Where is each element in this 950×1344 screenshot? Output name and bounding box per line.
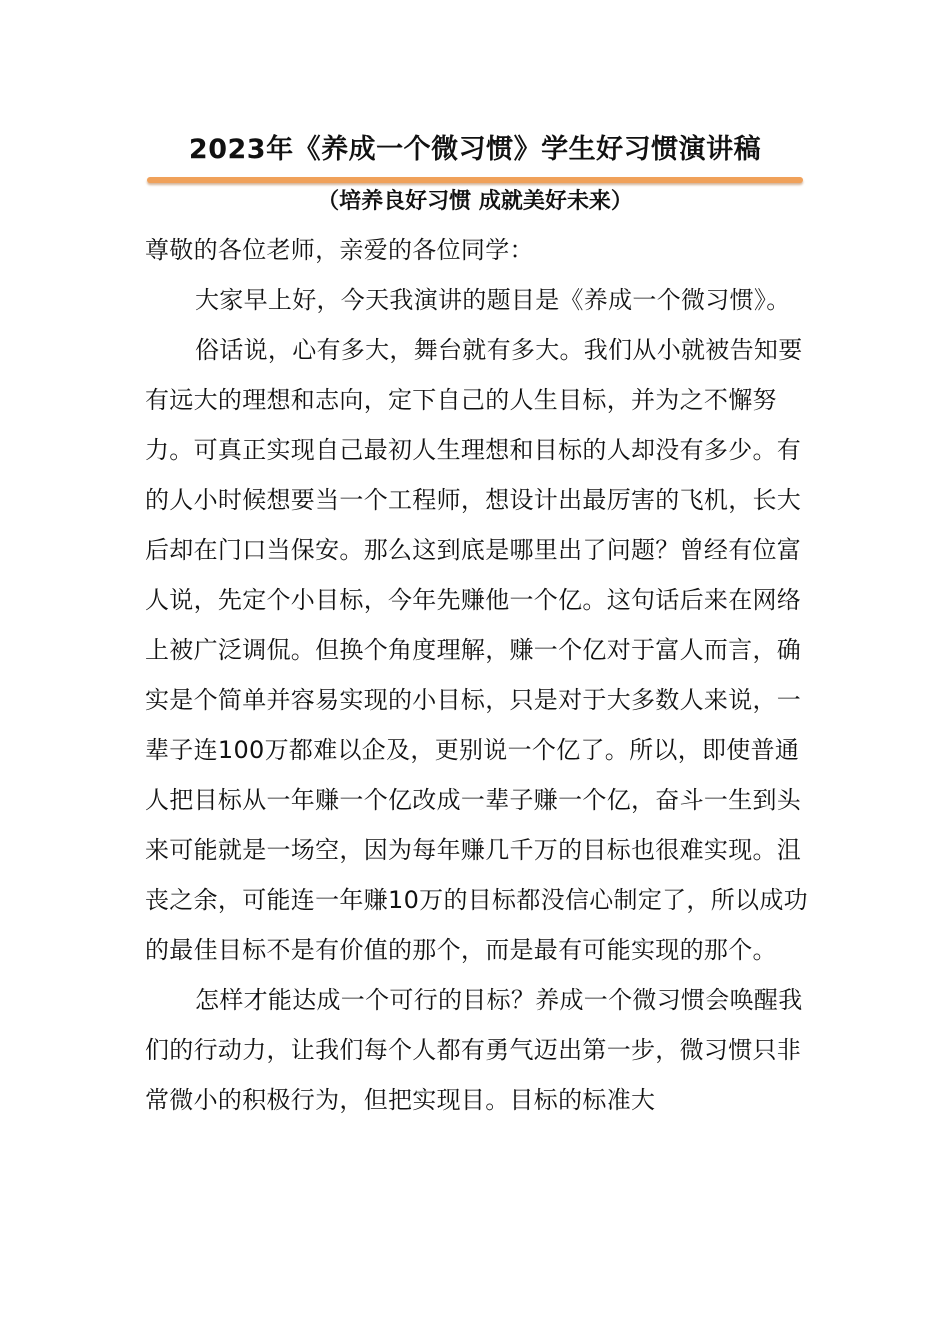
title-underline xyxy=(147,177,803,183)
paragraph: 俗话说，心有多大，舞台就有多大。我们从小就被告知要有远大的理想和志向，定下自己的人生目标，并为之不懈努力。可真正实现自己最初人生理想和目标的人却没有多少。有的人小时候想要当一个工程师，想设计出最厉害的飞机，长大后却在门口当保安。那么这到底是哪里出了问题？曾经有位富人说，先定个小目标，今年先赚他一个亿。这句话后来在网络上被广泛调侃。但换个角度理解，赚一个亿对于富人而言，确实是个简单并容易实现的小目标，只是对于大多数人来说，一辈子连100万都难以企及，更别说一个亿了。所以，即使普通人把目标从一年赚一个亿改成一辈子赚一个亿，奋斗一生到头来可能就是一场空，因为每年赚几千万的目标也很难实现。沮丧之余，可能连一年赚10万的目标都没信心制定了，所以成功的最佳目标不是有价值的那个，而是最有可能实现的那个。 xyxy=(145,336,808,964)
document-title: 2023年《养成一个微习惯》学生好习惯演讲稿 xyxy=(188,134,762,165)
paragraph: 怎样才能达成一个可行的目标？养成一个微习惯会唤醒我们的行动力，让我们每个人都有勇气迈出第一步，微习惯只非常微小的积极行为，但把实现目。目标的标准大 xyxy=(145,986,803,1114)
document-body xyxy=(145,225,810,1125)
salutation: 尊敬的各位老师，亲爱的各位同学： xyxy=(145,236,534,264)
paragraph: 大家早上好，今天我演讲的题目是《养成一个微习惯》。 xyxy=(195,286,791,314)
document-subtitle: （培养良好习惯 成就美好未来） xyxy=(317,189,633,214)
